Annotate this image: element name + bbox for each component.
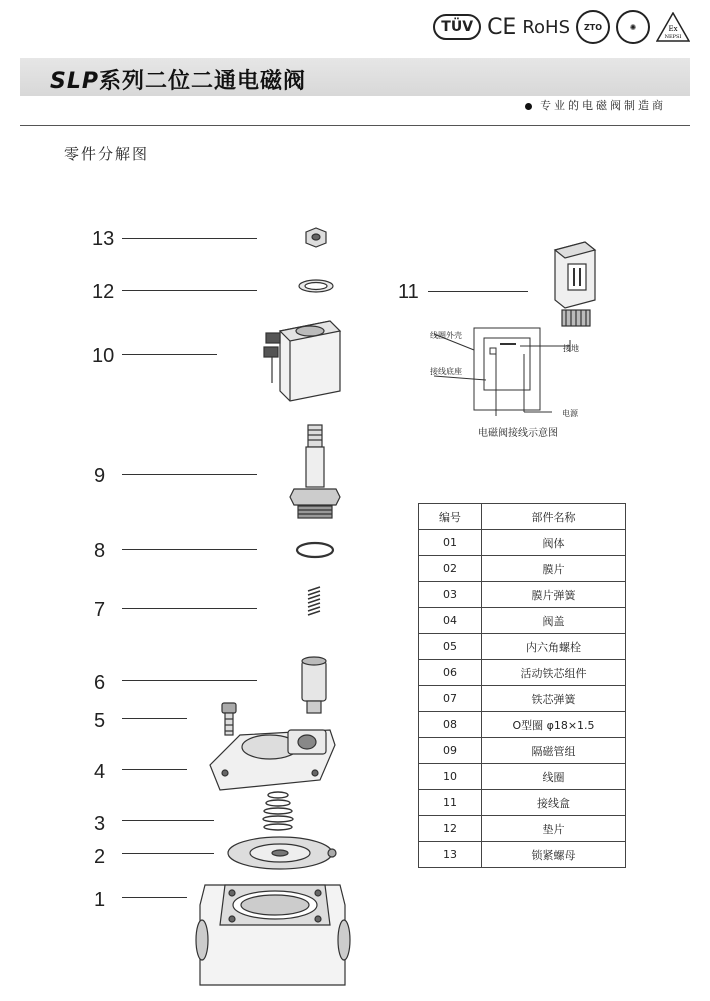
- part-name: 阀盖: [482, 608, 626, 634]
- table-row: [419, 686, 626, 712]
- part-name: 隔磁管组: [482, 738, 626, 764]
- table-row: [419, 556, 626, 582]
- washer-part: [299, 280, 333, 292]
- rohs-logo: RoHS: [522, 16, 570, 38]
- table-row: [419, 816, 626, 842]
- callout-7: 7: [94, 599, 106, 621]
- part-number: 11: [419, 790, 482, 816]
- certification-logos: [433, 10, 690, 44]
- divider: [20, 125, 690, 126]
- part-name: O型圈 φ18×1.5: [482, 712, 626, 738]
- callout-1: 1: [94, 889, 106, 911]
- diaphragm-spring-part: [263, 792, 293, 830]
- part-number: 10: [419, 764, 482, 790]
- table-row: [419, 660, 626, 686]
- part-number: 07: [419, 686, 482, 712]
- ex-nepsi-logo: [656, 12, 690, 42]
- table-row: [419, 712, 626, 738]
- part-name: 锁紧螺母: [482, 842, 626, 868]
- valve-body-part: [196, 885, 350, 985]
- label-terminal-base: 接线底座: [430, 367, 462, 376]
- section-title: 零件分解图: [64, 145, 150, 163]
- part-number: 12: [419, 816, 482, 842]
- part-name: 线圈: [482, 764, 626, 790]
- hex-bolt-part: [222, 703, 236, 735]
- leader-line: [122, 897, 187, 898]
- table-header-row: [419, 504, 626, 530]
- table-row: [419, 764, 626, 790]
- parts-table: [418, 503, 626, 868]
- part-name: 膜片: [482, 556, 626, 582]
- part-name: 膜片弹簧: [482, 582, 626, 608]
- part-number: 06: [419, 660, 482, 686]
- leader-line: [122, 769, 187, 770]
- table-row: [419, 582, 626, 608]
- table-row: [419, 634, 626, 660]
- page-title: SLP系列二位二通电磁阀: [50, 69, 307, 94]
- armature-tube-part: [290, 425, 340, 518]
- coil-part: [264, 321, 340, 401]
- part-name: 活动铁芯组件: [482, 660, 626, 686]
- tuv-logo: TÜV: [433, 14, 481, 40]
- part-number: 08: [419, 712, 482, 738]
- core-spring-part: [308, 587, 320, 615]
- label-coil-housing: 线圈外壳: [430, 331, 462, 340]
- table-row: [419, 608, 626, 634]
- leader-line: [122, 718, 187, 719]
- company-tagline: 专业的电磁阀制造商: [525, 97, 666, 113]
- wiring-caption: 电磁阀接线示意图: [478, 428, 558, 439]
- junction-box-drawing: [540, 240, 610, 332]
- table-row: [419, 790, 626, 816]
- svg-text:NEPSI: NEPSI: [664, 34, 682, 40]
- callout-8: 8: [94, 540, 106, 562]
- header-part-name: 部件名称: [482, 504, 626, 530]
- callout-11: 11: [398, 281, 419, 303]
- header-number: 编号: [419, 504, 482, 530]
- leader-line: [428, 291, 528, 292]
- lock-nut-part: [306, 228, 326, 247]
- callout-6: 6: [94, 672, 106, 694]
- part-number: 01: [419, 530, 482, 556]
- callout-2: 2: [94, 846, 106, 868]
- part-name: 垫片: [482, 816, 626, 842]
- svg-text:Ex: Ex: [668, 25, 678, 33]
- part-number: 03: [419, 582, 482, 608]
- plunger-part: [302, 657, 326, 713]
- part-name: 阀体: [482, 530, 626, 556]
- diaphragm-part: [228, 837, 336, 869]
- table-row: [419, 738, 626, 764]
- table-row: [419, 530, 626, 556]
- exploded-view-drawing: [180, 225, 370, 995]
- part-number: 02: [419, 556, 482, 582]
- callout-5: 5: [94, 710, 106, 732]
- part-name: 接线盒: [482, 790, 626, 816]
- table-row: [419, 842, 626, 868]
- part-number: 09: [419, 738, 482, 764]
- part-name: 铁芯弹簧: [482, 686, 626, 712]
- ce-logo: CE: [487, 14, 517, 40]
- callout-12: 12: [92, 281, 115, 303]
- part-number: 05: [419, 634, 482, 660]
- callout-13: 13: [92, 228, 115, 250]
- callout-10: 10: [92, 345, 115, 367]
- part-number: 13: [419, 842, 482, 868]
- part-number: 04: [419, 608, 482, 634]
- bonnet-part: [210, 730, 335, 790]
- label-ground: 接地: [563, 344, 579, 353]
- quality-seal-icon: ✺: [616, 10, 650, 44]
- bullet-icon: [525, 103, 532, 110]
- callout-4: 4: [94, 761, 106, 783]
- callout-3: 3: [94, 813, 106, 835]
- label-power: 电源: [562, 409, 578, 418]
- callout-9: 9: [94, 465, 106, 487]
- o-ring-part: [297, 543, 333, 557]
- zto-iso-logo: ZTO: [576, 10, 610, 44]
- part-name: 内六角螺栓: [482, 634, 626, 660]
